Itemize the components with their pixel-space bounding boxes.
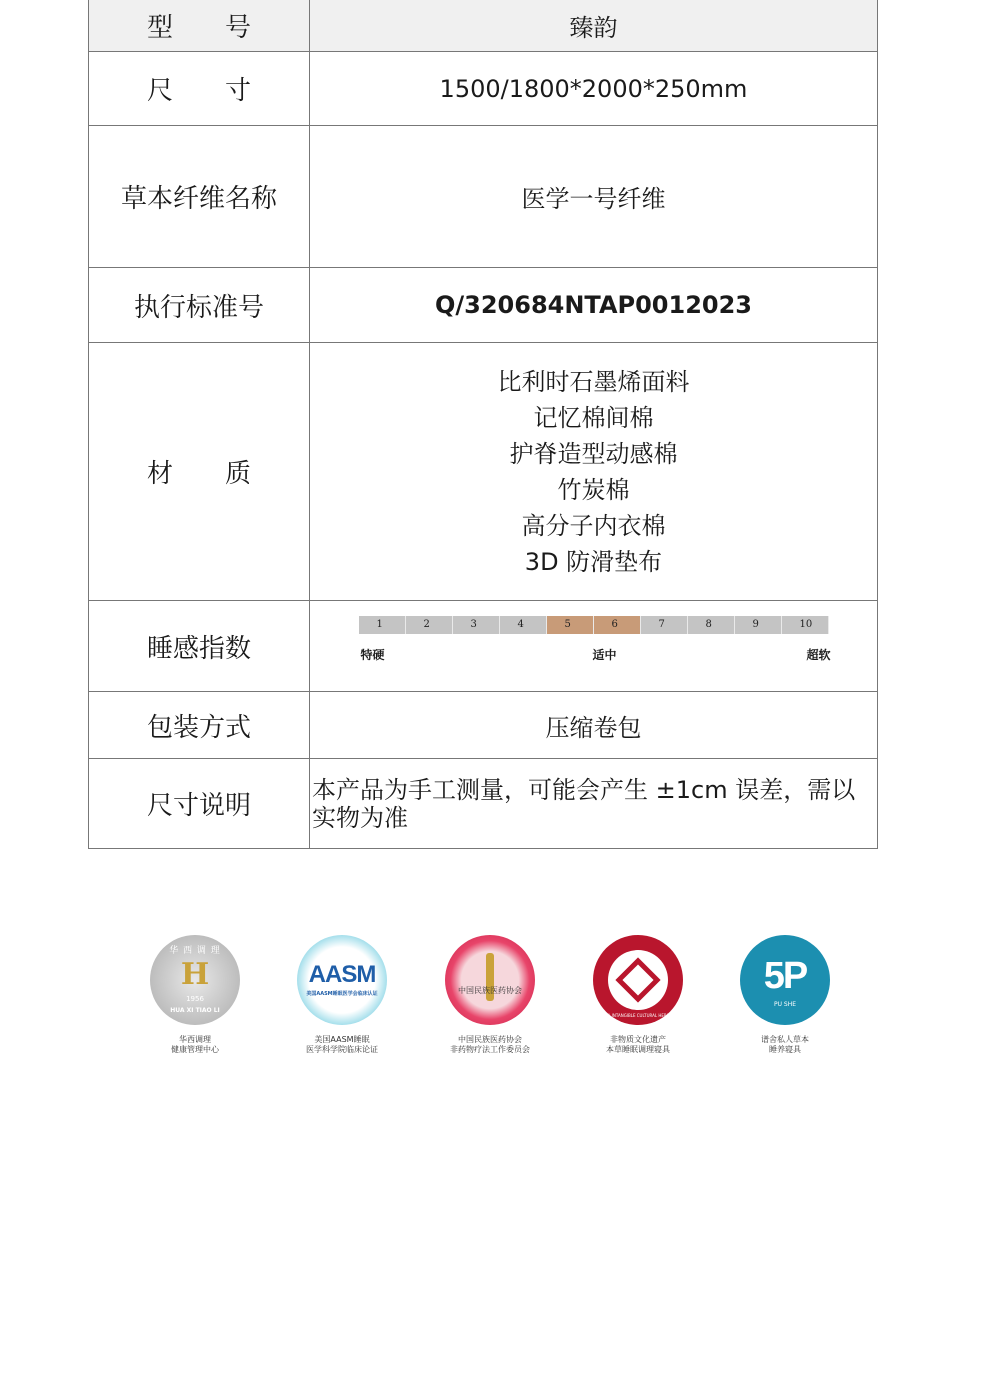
logo-heritage bbox=[563, 935, 713, 1055]
5p-caption-line2: 睡养寝具 bbox=[769, 1045, 801, 1054]
huaxi-caption-line1: 华西调理 bbox=[179, 1035, 211, 1044]
scale-label-medium: 适中 bbox=[592, 648, 617, 662]
scale-segment-6: 6 bbox=[594, 616, 641, 634]
row-size bbox=[89, 52, 878, 126]
5p-caption-line1: 谱舍私人草本 bbox=[761, 1035, 809, 1044]
logo-aasm bbox=[267, 935, 417, 1055]
size-note-value: 本产品为手工测量，可能会产生 ±1cm 误差，需以实物为准 bbox=[310, 759, 878, 849]
firmness-scale bbox=[359, 616, 829, 676]
fiber-label: 草本纤维名称 bbox=[89, 126, 310, 268]
heritage-caption bbox=[563, 1035, 713, 1055]
scale-segment-4: 4 bbox=[500, 616, 547, 634]
huaxi-seal-year: 1956 bbox=[186, 995, 204, 1003]
row-packing bbox=[89, 692, 878, 759]
row-fiber bbox=[89, 126, 878, 268]
scale-segment-10: 10 bbox=[782, 616, 829, 634]
scale-segment-3: 3 bbox=[453, 616, 500, 634]
logo-5p bbox=[710, 935, 860, 1055]
packing-value: 压缩卷包 bbox=[310, 692, 878, 759]
material-item: 记忆棉间棉 bbox=[533, 403, 654, 432]
ethnic-medicine-seal-text: 中国民族医药协会 bbox=[458, 986, 522, 995]
model-value: 臻韵 bbox=[310, 0, 878, 52]
heritage-seal-icon bbox=[593, 935, 683, 1025]
size-value: 1500/1800*2000*250mm bbox=[310, 52, 878, 126]
logo-ethnic-medicine bbox=[415, 935, 565, 1055]
5p-caption bbox=[710, 1035, 860, 1055]
scale-segment-2: 2 bbox=[406, 616, 453, 634]
material-label: 材 质 bbox=[89, 343, 310, 601]
standard-label: 执行标准号 bbox=[89, 268, 310, 343]
scale-segment-1: 1 bbox=[359, 616, 406, 634]
sleep-index-label: 睡感指数 bbox=[89, 601, 310, 692]
heritage-caption-line1: 非物质文化遗产 bbox=[610, 1035, 666, 1044]
5p-seal-icon bbox=[740, 935, 830, 1025]
ethnic-medicine-seal-icon bbox=[445, 935, 535, 1025]
fiber-value: 医学一号纤维 bbox=[310, 126, 878, 268]
standard-value: Q/320684NTAP0012023 bbox=[310, 268, 878, 343]
row-model bbox=[89, 0, 878, 52]
heritage-caption-line2: 本草睡眠调理寝具 bbox=[606, 1045, 670, 1054]
row-size-note bbox=[89, 759, 878, 849]
scale-segment-9: 9 bbox=[735, 616, 782, 634]
scale-label-soft: 超软 bbox=[806, 648, 831, 662]
row-sleep-index bbox=[89, 601, 878, 692]
scale-segment-8: 8 bbox=[688, 616, 735, 634]
firmness-scale-bar bbox=[359, 616, 829, 634]
ethnic-medicine-caption-line1: 中国民族医药协会 bbox=[458, 1035, 522, 1044]
aasm-caption-line1: 美国AASM睡眠 bbox=[314, 1035, 370, 1044]
huaxi-seal-bottom: HUA XI TIAO LI bbox=[170, 1007, 220, 1014]
row-material bbox=[89, 343, 878, 601]
material-item: 高分子内衣棉 bbox=[521, 511, 666, 540]
material-item: 护脊造型动感棉 bbox=[509, 439, 678, 468]
model-label: 型 号 bbox=[89, 0, 310, 52]
scale-segment-7: 7 bbox=[641, 616, 688, 634]
ethnic-medicine-caption-line2: 非药物疗法工作委员会 bbox=[450, 1045, 530, 1054]
aasm-caption bbox=[267, 1035, 417, 1055]
material-item: 3D 防滑垫布 bbox=[524, 547, 663, 576]
huaxi-seal-top: 华 西 调 理 bbox=[169, 946, 221, 956]
scale-segment-5: 5 bbox=[547, 616, 594, 634]
material-item: 比利时石墨烯面料 bbox=[497, 367, 690, 396]
row-standard bbox=[89, 268, 878, 343]
sleep-index-cell bbox=[310, 601, 878, 692]
huaxi-seal-icon bbox=[150, 935, 240, 1025]
huaxi-caption bbox=[120, 1035, 270, 1055]
aasm-seal-icon bbox=[297, 935, 387, 1025]
size-note-label: 尺寸说明 bbox=[89, 759, 310, 849]
ethnic-medicine-caption bbox=[415, 1035, 565, 1055]
huaxi-caption-line2: 健康管理中心 bbox=[171, 1045, 219, 1054]
5p-seal-mark: 5P bbox=[763, 955, 807, 997]
aasm-seal-mark: AASM bbox=[308, 961, 376, 988]
material-item: 竹炭棉 bbox=[557, 475, 630, 504]
material-list bbox=[310, 343, 878, 601]
aasm-caption-line2: 医学科学院临床论证 bbox=[306, 1045, 378, 1054]
huaxi-seal-mark: H bbox=[180, 957, 210, 992]
scale-label-hard: 特硬 bbox=[360, 648, 385, 662]
logo-huaxi bbox=[120, 935, 270, 1055]
certification-logos bbox=[120, 935, 860, 1065]
5p-seal-text: PU SHE bbox=[773, 1001, 797, 1008]
size-label: 尺 寸 bbox=[89, 52, 310, 126]
spec-table bbox=[88, 0, 878, 849]
packing-label: 包装方式 bbox=[89, 692, 310, 759]
aasm-seal-subtitle: 美国AASM睡眠医学会临床认证 bbox=[306, 991, 378, 997]
heritage-seal-text: CHINA INTANGIBLE CULTURAL HERITAGE bbox=[597, 1013, 679, 1018]
